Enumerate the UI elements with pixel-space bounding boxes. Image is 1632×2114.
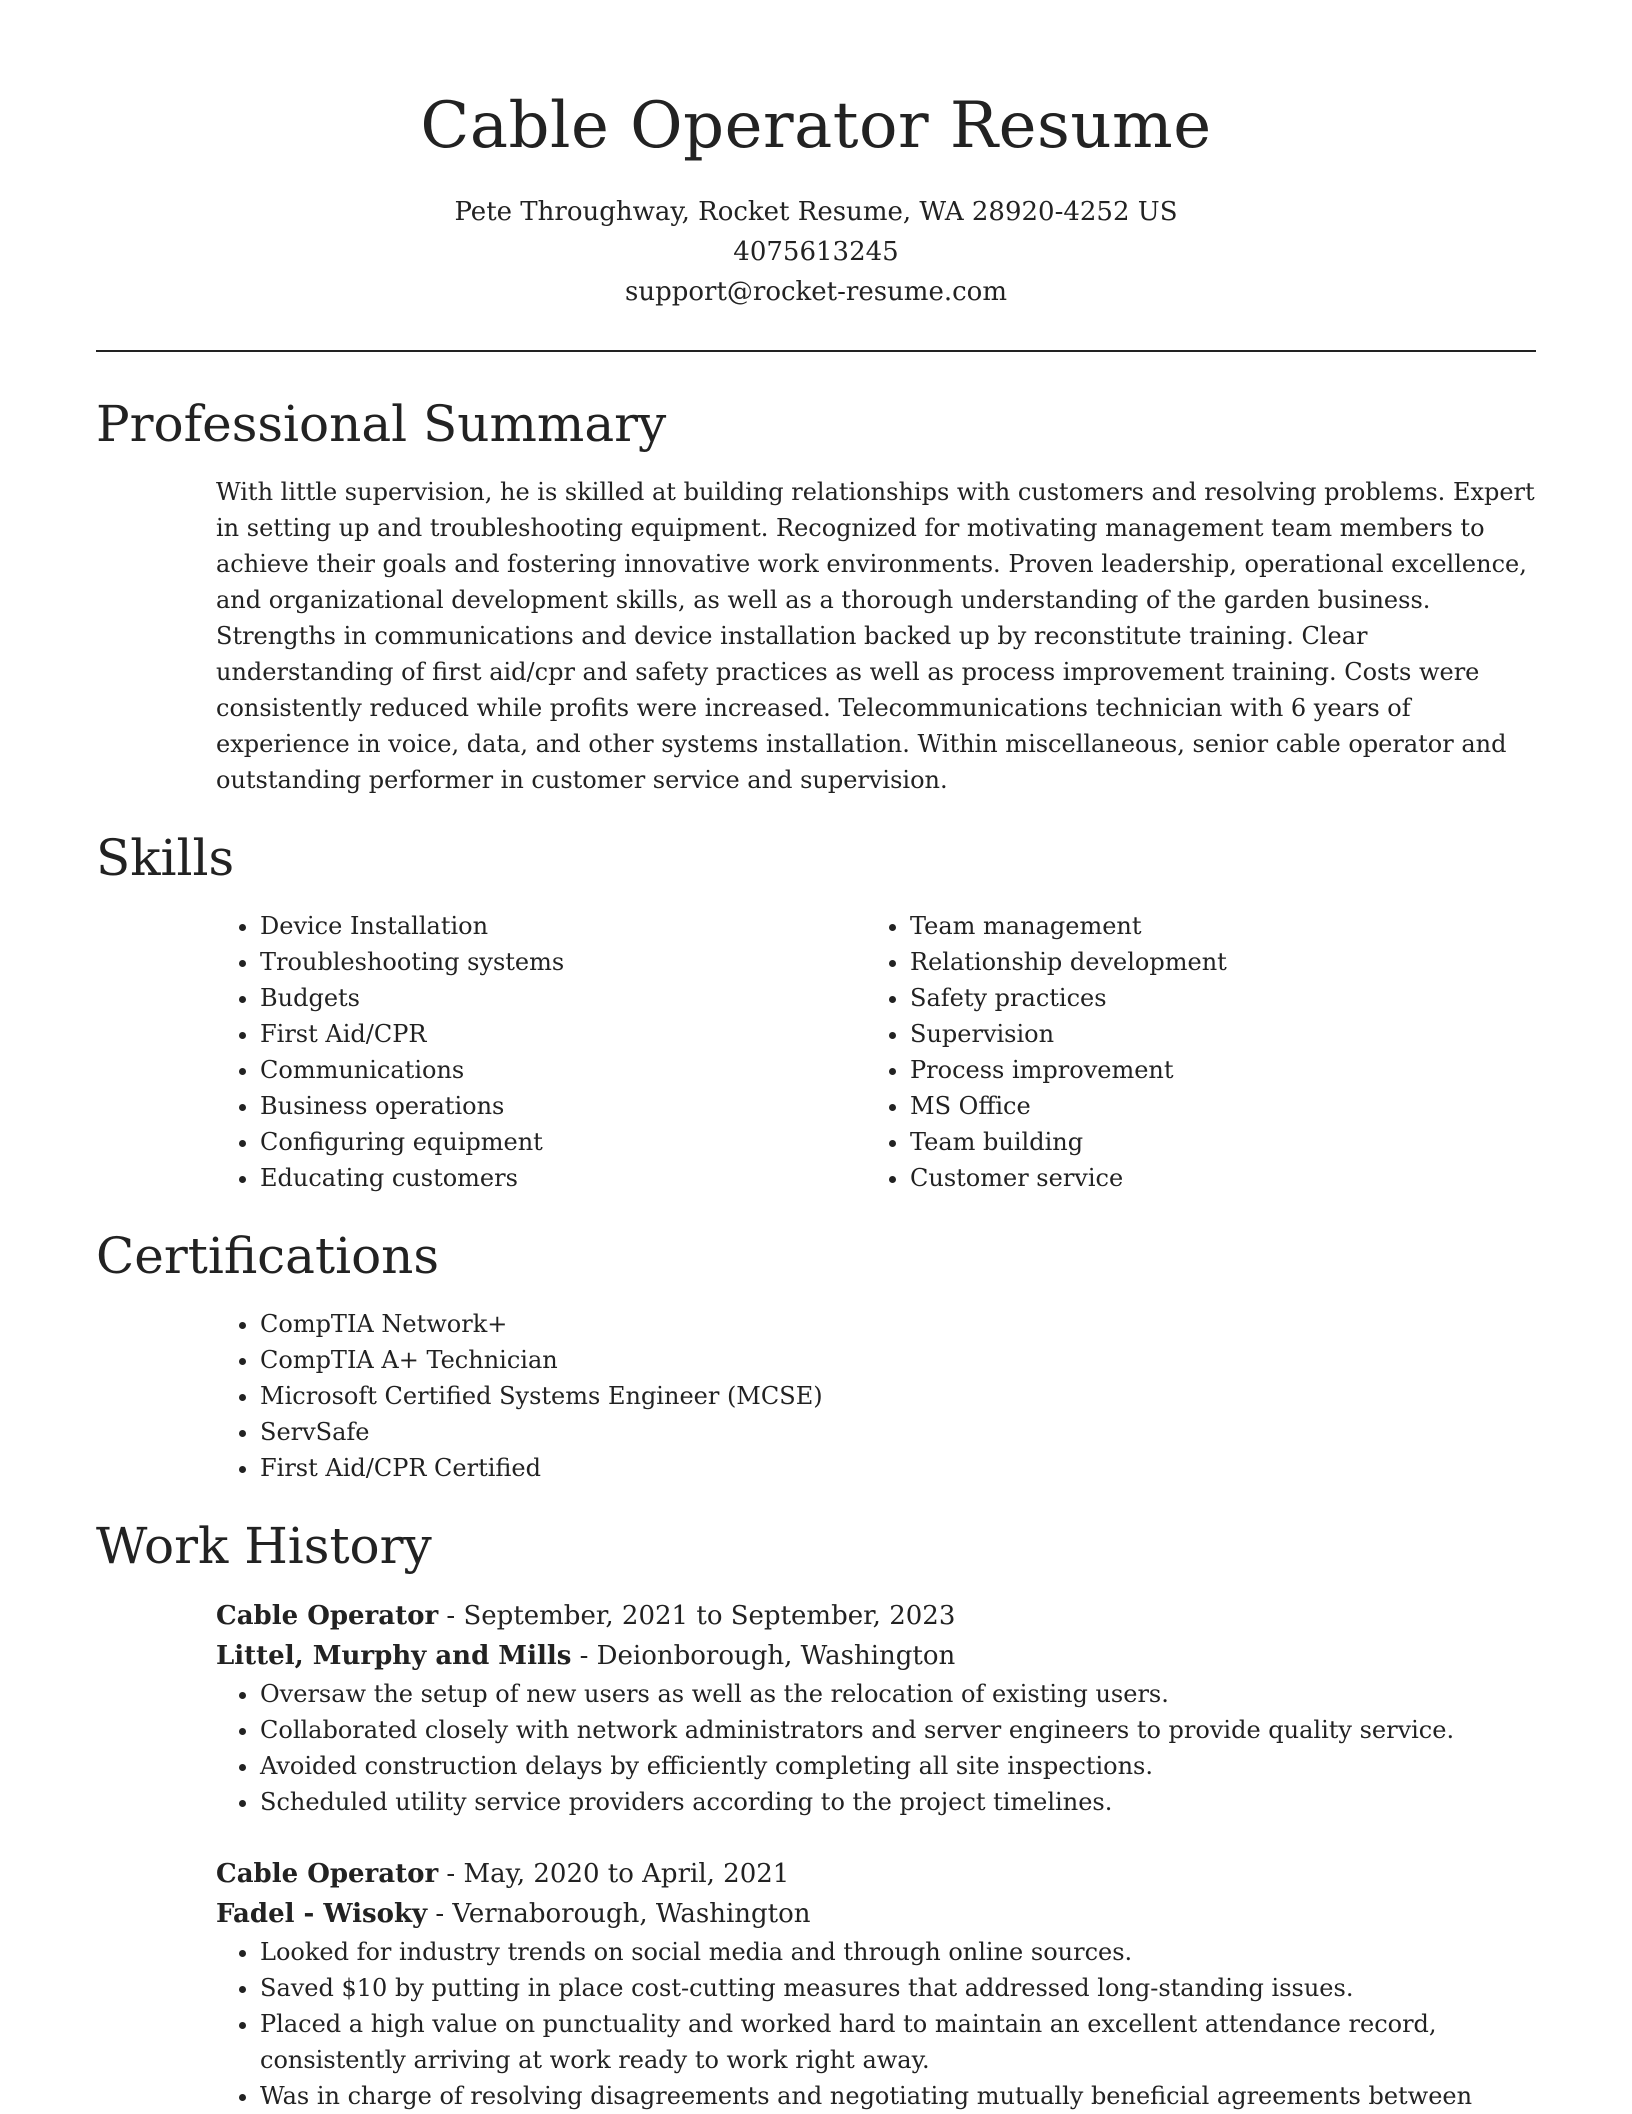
- certification-item: • First Aid/CPR Certified: [260, 1450, 1536, 1486]
- certification-item: • Microsoft Certified Systems Engineer (MCSE): [260, 1378, 1536, 1414]
- job-bullet-list: [216, 1676, 1536, 1820]
- certifications-section: [96, 1224, 1536, 1486]
- skill-item: • Educating customers: [260, 1160, 866, 1196]
- job-bullet: • Collaborated closely with network administrators and server engineers to provide quality service.: [260, 1712, 1536, 1748]
- summary-heading: Professional Summary: [96, 395, 667, 453]
- skill-item: • Configuring equipment: [260, 1124, 866, 1160]
- work-history-heading: Work History: [96, 1517, 432, 1575]
- contact-address: Pete Throughway, Rocket Resume, WA 28920-4252 US: [454, 197, 1178, 227]
- job-bullet: • Placed a high value on punctuality and worked hard to maintain an excellent attendance record, consistently arriving at work ready to work right away.: [260, 2006, 1536, 2078]
- skill-item: • Relationship development: [910, 944, 1516, 980]
- skill-item: • Team building: [910, 1124, 1516, 1160]
- page-title: Cable Operator Resume: [420, 89, 1212, 163]
- job-bullet-list: [216, 1934, 1536, 2114]
- job-location: - Vernaborough, Washington: [427, 1899, 811, 1929]
- skill-item: • First Aid/CPR: [260, 1016, 866, 1052]
- summary-text: With little supervision, he is skilled at building relationships with customers and resolving problems. Expert in setting up and troubleshooting equipment. Recognized for motivating management team members to achieve their goals and fostering innovative work environments. Proven leadership, operational excellence, and organizational development skills, as well as a thorough understanding of the garden business. Strengths in communications and device installation backed up by reconstitute training. Clear understanding of first aid/cpr and safety practices as well as process improvement training. Costs were consistently reduced while profits were increased. Telecommunications technician with 6 years of experience in voice, data, and other systems installation. Within miscellaneous, senior cable operator and outstanding performer in customer service and supervision.: [216, 478, 1535, 794]
- skills-columns: [216, 908, 1536, 1196]
- job-bullet: • Saved $10 by putting in place cost-cutting measures that addressed long-standing issues.: [260, 1970, 1536, 2006]
- job-bullet: • Oversaw the setup of new users as well as the relocation of existing users.: [260, 1676, 1536, 1712]
- certifications-heading: Certifications: [96, 1227, 440, 1285]
- contact-email: support@rocket-resume.com: [624, 277, 1007, 307]
- job-role: Cable Operator: [216, 1601, 439, 1631]
- work-history-section: [96, 1514, 1536, 2114]
- job-company: Fadel - Wisoky: [216, 1899, 428, 1929]
- skill-item: • Process improvement: [910, 1052, 1516, 1088]
- job-bullet: • Scheduled utility service providers according to the project timelines.: [260, 1784, 1536, 1820]
- job-location: - Deionborough, Washington: [571, 1641, 956, 1671]
- skills-section: [96, 826, 1536, 1196]
- skill-item: • Supervision: [910, 1016, 1516, 1052]
- skill-item: • MS Office: [910, 1088, 1516, 1124]
- resume-header: [96, 0, 1536, 312]
- job-company-line: [216, 1894, 1536, 1934]
- job-title-line: [216, 1854, 1536, 1894]
- certifications-list: [216, 1306, 1536, 1486]
- skill-item: • Troubleshooting systems: [260, 944, 866, 980]
- header-divider: [96, 350, 1536, 352]
- skill-item: • Team management: [910, 908, 1516, 944]
- skill-item: • Communications: [260, 1052, 866, 1088]
- skill-item: • Business operations: [260, 1088, 866, 1124]
- certification-item: • ServSafe: [260, 1414, 1536, 1450]
- contact-block: [96, 192, 1536, 312]
- job-entry: [216, 1854, 1536, 2114]
- job-dates: - May, 2020 to April, 2021: [438, 1859, 790, 1889]
- job-title-line: [216, 1596, 1536, 1636]
- skill-item: • Device Installation: [260, 908, 866, 944]
- job-company: Littel, Murphy and Mills: [216, 1641, 572, 1671]
- skills-column-left: [216, 908, 866, 1196]
- skill-item: • Safety practices: [910, 980, 1516, 1016]
- skills-list-left: [216, 908, 866, 1196]
- skills-column-right: [866, 908, 1516, 1196]
- summary-section: [96, 392, 1536, 798]
- skill-item: • Customer service: [910, 1160, 1516, 1196]
- job-entry: [216, 1596, 1536, 1820]
- skill-item: • Budgets: [260, 980, 866, 1016]
- job-dates: - September, 2021 to September, 2023: [438, 1601, 956, 1631]
- skills-list-right: [866, 908, 1516, 1196]
- job-bullet: • Avoided construction delays by efficiently completing all site inspections.: [260, 1748, 1536, 1784]
- skills-heading: Skills: [96, 829, 235, 887]
- contact-phone: 4075613245: [733, 237, 899, 267]
- job-role: Cable Operator: [216, 1859, 439, 1889]
- certifications-block: [216, 1306, 1536, 1486]
- job-bullet: • Looked for industry trends on social media and through online sources.: [260, 1934, 1536, 1970]
- certification-item: • CompTIA Network+: [260, 1306, 1536, 1342]
- resume-page: [96, 0, 1536, 2114]
- certification-item: • CompTIA A+ Technician: [260, 1342, 1536, 1378]
- job-bullet: • Was in charge of resolving disagreements and negotiating mutually beneficial agreements between: [260, 2078, 1536, 2114]
- job-company-line: [216, 1636, 1536, 1676]
